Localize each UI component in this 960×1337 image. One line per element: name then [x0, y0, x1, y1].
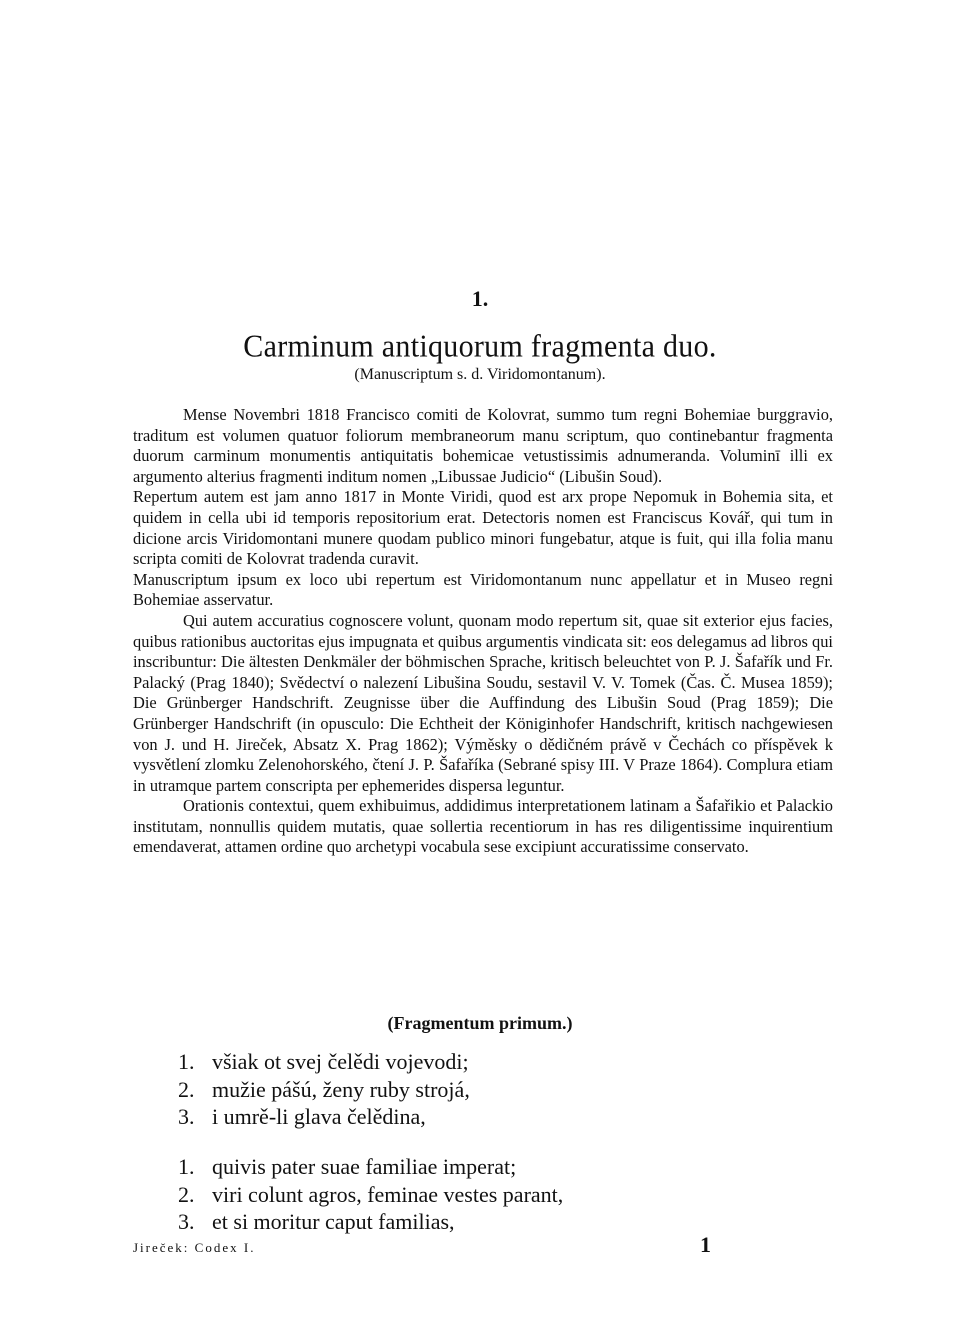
section-number: 1.	[471, 286, 489, 311]
chapter-title: Carminum antiquorum fragmenta duo.	[243, 329, 717, 364]
chapter-subtitle: (Manuscriptum s. d. Viridomontanum).	[354, 366, 606, 383]
verse-text: i umrě-li glava čelědina,	[212, 1104, 426, 1129]
verse-line	[178, 1208, 563, 1236]
verse-line	[178, 1103, 470, 1131]
verse-line	[178, 1076, 470, 1104]
verse-text: quivis pater suae familiae imperat;	[212, 1154, 517, 1179]
verses-original	[178, 1048, 470, 1131]
paragraph-translation-note: Orationis contextui, quem exhibuimus, addidimus interpretationem latinam a Šafařikio et Palackio institutam, nonnullis quidem mutatis, quae sollertia recentiorum in has res diligentissime inquirentium emendaverat, attamen ordine quo archetypi vocabula sese excipiunt accuratissime conservato.	[133, 796, 833, 857]
verse-line	[178, 1048, 470, 1076]
verse-text: viri colunt agros, feminae vestes parant,	[212, 1181, 564, 1207]
verse-number: 1.	[178, 1154, 195, 1179]
paragraph-references: Qui autem accuratius cognoscere volunt, quonam modo repertum sit, quae sit exterior ejus facies, quibus rationibus auctoritas ejus impugnata et quibus argumentis vindicata sit: eos delegamus ad libros qui inscribuntur: Die ältesten Denkmäler der böhmischen Sprache, kritisch beleuchtet von P. J. Šafařík und Fr. Palacký (Prag 1840); Svědectví o nalezení Libušina Soudu, sestavil V. V. Tomek (Čas. Č. Musea 1859); Die Grünberger Handschrift. Zeugnisse über die Auffindung des Libušin Soud (Prag 1859); Die Grünberger Handschrift (in opusculo: Die Echtheit der Königinhofer Handschrift, kritisch nachgewiesen von J. und H. Jireček, Absatz X. Prag 1862); Výměsky o dědičném právě v Čechách co příspěvek k vysvětlení zlomku Zelenohorského, čtení J. P. Šafaříka (Sebrané spisy III. V Praze 1864). Complura etiam in utramque partem conscripta per ephemerides dispersa leguntur.	[133, 610, 833, 795]
verse-number: 1.	[178, 1049, 195, 1074]
verse-number: 2.	[178, 1181, 195, 1207]
paragraph-manuscript-location: Manuscriptum ipsum ex loco ubi repertum est Viridomontanum nunc appellatur et in Museo regni Bohemiae asservatur.	[133, 569, 833, 610]
verse-number: 3.	[178, 1209, 195, 1234]
verse-text: mužie pášú, ženy ruby strojá,	[212, 1076, 470, 1102]
verses-latin	[178, 1153, 563, 1236]
paragraph-discovery-1818: Mense Novembri 1818 Francisco comiti de Kolovrat, summo tum regni Bohemiae burggravio, traditum est volumen quatuor foliorum membraneorum manu scriptum, quo continebantur fragmenta duorum carminum monumentis antiquitatis bohemicae vetustissimis adnumeranda. Voluminī illi ex argumento alterius fragmenti inditum nomen „Libussae Judicio“ (Libušin Soud).	[133, 405, 833, 486]
body-text	[133, 405, 833, 858]
verse-line	[178, 1181, 563, 1209]
verse-number: 3.	[178, 1104, 195, 1129]
fragment-heading: (Fragmentum primum.)	[387, 1013, 573, 1033]
verse-text: všiak ot svej čelědi vojevodi;	[212, 1049, 469, 1074]
verse-text: et si moritur caput familias,	[212, 1209, 455, 1234]
footer-signature: 1	[700, 1232, 711, 1257]
paragraph-discovery-1817: Repertum autem est jam anno 1817 in Monte Viridi, quod est arx prope Nepomuk in Bohemia sita, et quidem in cella ubi id temporis repositorium erat. Detectoris nomen est Franciscus Kovář, qui tum in dicione arcis Viridomontani munere quodam publico minori fungebatur, atque is fuit, qui illa folia manu scripta comiti de Kolovrat tradenda curavit.	[133, 487, 833, 569]
verse-line	[178, 1153, 563, 1181]
verse-number: 2.	[178, 1076, 195, 1102]
footer-author-work: Jireček: Codex I.	[133, 1240, 256, 1255]
